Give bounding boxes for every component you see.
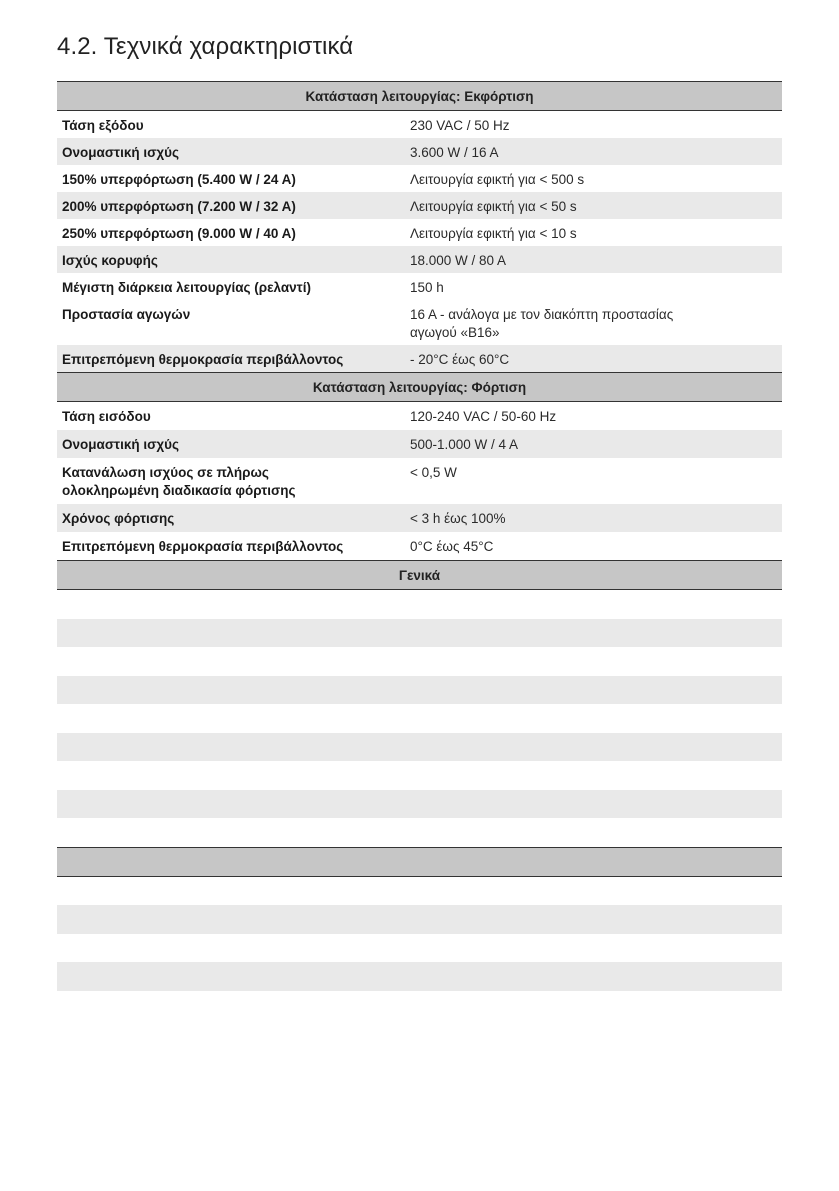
spec-row-input-voltage <box>57 402 782 430</box>
empty-row <box>57 676 782 705</box>
page-title: 4.2. Τεχνικά χαρακτηριστικά <box>57 33 354 60</box>
spec-value <box>410 306 782 342</box>
spec-row-overload-150 <box>57 165 782 192</box>
spec-row-peak-power <box>57 246 782 273</box>
section-header-blank <box>57 847 782 877</box>
spec-label-line: ολοκληρωμένη διαδικασία φόρτισης <box>62 483 296 498</box>
empty-row <box>57 962 782 991</box>
empty-row <box>57 619 782 648</box>
spec-row-overload-200 <box>57 192 782 219</box>
spec-row-consumption-full-charge <box>57 458 782 504</box>
spec-value: 230 VAC / 50 Hz <box>410 118 510 133</box>
spec-row-ambient-temp-discharge <box>57 345 782 372</box>
empty-row <box>57 905 782 934</box>
spec-row-output-voltage <box>57 111 782 138</box>
spec-value: 18.000 W / 80 A <box>410 253 507 268</box>
spec-label: 150% υπερφόρτωση (5.400 W / 24 A) <box>62 172 296 187</box>
spec-row-conductor-protection <box>57 300 782 345</box>
spec-label: Μέγιστη διάρκεια λειτουργίας (ρελαντί) <box>62 280 311 295</box>
spec-label: Ισχύς κορυφής <box>62 253 158 268</box>
spec-label-line: Κατανάλωση ισχύος σε πλήρως <box>62 465 269 480</box>
spec-label: Επιτρεπόμενη θερμοκρασία περιβάλλοντος <box>62 539 344 554</box>
spec-value: 500-1.000 W / 4 A <box>410 437 519 452</box>
empty-row <box>57 761 782 790</box>
spec-value: - 20°C έως 60°C <box>410 352 510 367</box>
empty-row <box>57 647 782 676</box>
empty-row <box>57 934 782 963</box>
spec-label: Χρόνος φόρτισης <box>62 511 175 526</box>
empty-row <box>57 590 782 619</box>
spec-label: 250% υπερφόρτωση (9.000 W / 40 A) <box>62 226 296 241</box>
empty-row <box>57 704 782 733</box>
spec-value: 120-240 VAC / 50-60 Hz <box>410 409 557 424</box>
spec-label: Επιτρεπόμενη θερμοκρασία περιβάλλοντος <box>62 352 344 367</box>
spec-label: Τάση εξόδου <box>62 118 144 133</box>
spec-value: Λειτουργία εφικτή για < 500 s <box>410 172 585 187</box>
spec-row-ambient-temp-charge <box>57 532 782 560</box>
section-header-charge: Κατάσταση λειτουργίας: Φόρτιση <box>57 372 782 402</box>
spec-row-rated-power <box>57 138 782 165</box>
spec-row-charge-time <box>57 504 782 532</box>
empty-row <box>57 733 782 762</box>
section-header-discharge: Κατάσταση λειτουργίας: Εκφόρτιση <box>57 81 782 111</box>
spec-row-max-idle-duration <box>57 273 782 300</box>
spec-value: Λειτουργία εφικτή για < 50 s <box>410 199 577 214</box>
spec-value: < 3 h έως 100% <box>410 511 506 526</box>
spec-value: 150 h <box>410 280 444 295</box>
spec-value: < 0,5 W <box>410 465 457 480</box>
spec-row-overload-250 <box>57 219 782 246</box>
spec-table <box>57 81 782 991</box>
spec-label: Τάση εισόδου <box>62 409 151 424</box>
spec-value-line: 16 A - ανάλογα με τον διακόπτη προστασίας <box>410 307 674 322</box>
spec-value: 0°C έως 45°C <box>410 539 494 554</box>
empty-row <box>57 818 782 847</box>
spec-label: Προστασία αγωγών <box>62 307 191 322</box>
spec-value: Λειτουργία εφικτή για < 10 s <box>410 226 577 241</box>
spec-row-charge-rated-power <box>57 430 782 458</box>
spec-label: 200% υπερφόρτωση (7.200 W / 32 A) <box>62 199 296 214</box>
spec-value-line: αγωγού «B16» <box>410 325 500 340</box>
section-header-general: Γενικά <box>57 560 782 590</box>
empty-row <box>57 790 782 819</box>
spec-label <box>57 464 410 500</box>
spec-value: 3.600 W / 16 A <box>410 145 499 160</box>
empty-row <box>57 877 782 906</box>
spec-label: Ονομαστική ισχύς <box>62 145 179 160</box>
spec-label: Ονομαστική ισχύς <box>62 437 179 452</box>
